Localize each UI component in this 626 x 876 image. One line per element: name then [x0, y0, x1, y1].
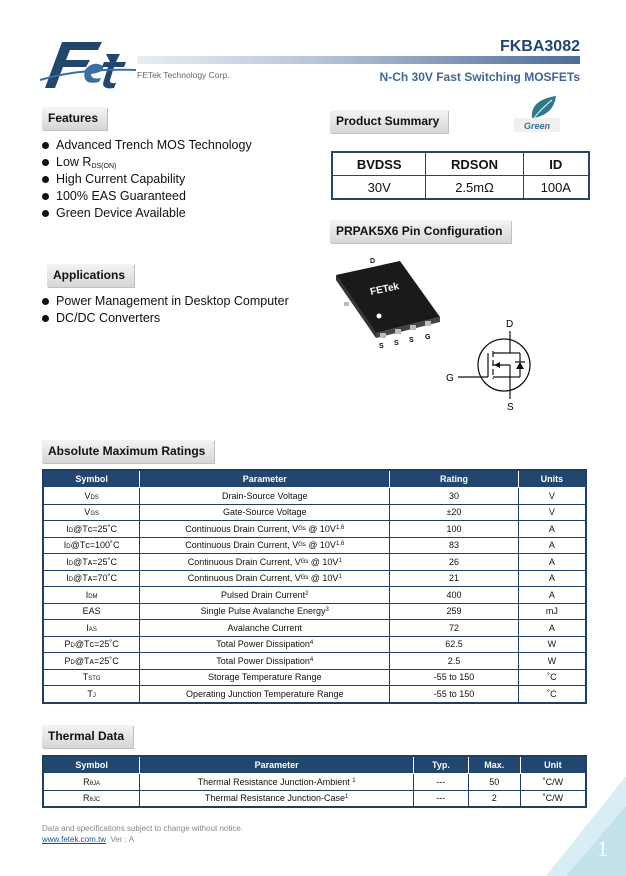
applications-heading: Applications: [47, 264, 134, 287]
pin-label: S: [394, 340, 399, 347]
footer: [42, 823, 243, 845]
unit-cell: A: [518, 570, 586, 587]
parameter-cell: Continuous Drain Current, Vᴳˢ @ $10V^{1,6}$: [140, 521, 390, 538]
table-row: [43, 774, 586, 791]
list-item: Low $R_{DS(ON)}$: [42, 154, 252, 171]
symbol-cell: PD@Tᴄ=25˚C: [43, 636, 140, 653]
features-heading: Features: [42, 107, 107, 130]
symbol-cell: RθJA: [43, 774, 140, 791]
table-header: Symbol: [43, 756, 140, 774]
package-drawing: [330, 255, 450, 355]
table-cell: 2.5mΩ: [426, 176, 523, 200]
unit-cell: A: [518, 554, 586, 571]
table-row: [43, 521, 586, 538]
table-cell: 30V: [332, 176, 426, 200]
table-header: Typ.: [414, 756, 469, 774]
max-cell: 2: [468, 790, 520, 807]
rating-cell: 259: [390, 603, 518, 620]
parameter-cell: Avalanche Current: [140, 620, 390, 637]
fetek-logo: [40, 40, 136, 92]
symbol-cell: ID@Tᴄ=25˚C: [43, 521, 140, 538]
thermal-heading: Thermal Data: [42, 725, 133, 748]
rating-cell: ±20: [390, 504, 518, 521]
table-row: [43, 686, 586, 703]
source-label: S: [507, 402, 514, 413]
table-row: [43, 587, 586, 604]
symbol-cell: VDS: [43, 488, 140, 505]
applications-list: [42, 293, 289, 327]
table-row: [43, 653, 586, 670]
parameter-cell: Total Power Dissipation$^4$: [140, 653, 390, 670]
unit-cell: ˚C/W: [520, 774, 586, 791]
parameter-cell: Gate-Source Voltage: [140, 504, 390, 521]
table-row: [43, 603, 586, 620]
rating-cell: -55 to 150: [390, 669, 518, 686]
rating-cell: 62.5: [390, 636, 518, 653]
table-header: Parameter: [140, 470, 390, 488]
typ-cell: ---: [414, 790, 469, 807]
parameter-cell: Continuous Drain Current, Vᴳˢ @ $10V^1$: [140, 554, 390, 571]
table-header: Max.: [468, 756, 520, 774]
table-header: ID: [523, 152, 589, 176]
table-cell: 100A: [523, 176, 589, 200]
table-row: [43, 537, 586, 554]
rating-cell: 30: [390, 488, 518, 505]
list-item: High Current Capability: [42, 171, 252, 188]
table-row: [43, 790, 586, 807]
abs-max-heading: Absolute Maximum Ratings: [42, 440, 214, 463]
product-subtitle: N-Ch 30V Fast Switching MOSFETs: [379, 70, 580, 84]
rating-cell: 83: [390, 537, 518, 554]
table-row: [43, 570, 586, 587]
drain-label: D: [506, 319, 514, 330]
list-item: Power Management in Desktop Computer: [42, 293, 289, 310]
unit-cell: V: [518, 504, 586, 521]
package-brand: FETek: [369, 281, 401, 298]
unit-cell: A: [518, 620, 586, 637]
rating-cell: -55 to 150: [390, 686, 518, 703]
symbol-cell: IDM: [43, 587, 140, 604]
unit-cell: A: [518, 537, 586, 554]
symbol-cell: IAS: [43, 620, 140, 637]
list-item: Advanced Trench MOS Technology: [42, 137, 252, 154]
pin-label: S: [379, 343, 384, 350]
list-item: DC/DC Converters: [42, 310, 289, 327]
abs-max-table: [42, 469, 587, 704]
parameter-cell: Continuous Drain Current, Vᴳˢ @ $10V^1$: [140, 570, 390, 587]
symbol-cell: ID@Tᴀ=25˚C: [43, 554, 140, 571]
features-list: [42, 137, 252, 222]
table-row: [43, 620, 586, 637]
symbol-cell: PD@Tᴀ=25˚C: [43, 653, 140, 670]
unit-cell: W: [518, 636, 586, 653]
pin-config-heading: PRPAK5X6 Pin Configuration: [330, 220, 511, 243]
table-header: BVDSS: [332, 152, 426, 176]
symbol-cell: RθJC: [43, 790, 140, 807]
table-header: RDSON: [426, 152, 523, 176]
rating-cell: 21: [390, 570, 518, 587]
table-row: [43, 636, 586, 653]
pin-label: S: [409, 337, 414, 344]
unit-cell: W: [518, 653, 586, 670]
list-item: Green Device Available: [42, 205, 252, 222]
list-item: 100% EAS Guaranteed: [42, 188, 252, 205]
part-number: FKBA3082: [499, 38, 580, 55]
parameter-cell: Thermal Resistance Junction-Ambient $^1$: [140, 774, 414, 791]
table-header: Rating: [390, 470, 518, 488]
thermal-table: [42, 755, 587, 808]
unit-cell: V: [518, 488, 586, 505]
symbol-cell: TJ: [43, 686, 140, 703]
version-label: Ver : A: [110, 835, 135, 844]
table-row: [43, 669, 586, 686]
table-row: [43, 554, 586, 571]
table-row: [43, 504, 586, 521]
table-header: Unit: [520, 756, 586, 774]
unit-cell: ˚C: [518, 686, 586, 703]
max-cell: 50: [468, 774, 520, 791]
parameter-cell: Pulsed Drain Current$^2$: [140, 587, 390, 604]
parameter-cell: Thermal Resistance Junction-Case$^1$: [140, 790, 414, 807]
footer-note: Data and specifications subject to change without notice.: [42, 824, 244, 833]
unit-cell: A: [518, 521, 586, 538]
pin-top-label: D: [370, 258, 376, 265]
unit-cell: mJ: [518, 603, 586, 620]
table-header: Parameter: [140, 756, 414, 774]
unit-cell: A: [518, 587, 586, 604]
product-summary-heading: Product Summary: [330, 110, 448, 133]
parameter-cell: Total Power Dissipation$^4$: [140, 636, 390, 653]
parameter-cell: Operating Junction Temperature Range: [140, 686, 390, 703]
table-row: [43, 488, 586, 505]
unit-cell: ˚C/W: [520, 790, 586, 807]
symbol-cell: VGS: [43, 504, 140, 521]
symbol-cell: TSTG: [43, 669, 140, 686]
company-name: FETek Technology Corp.: [137, 70, 230, 80]
table-header: Units: [518, 470, 586, 488]
symbol-cell: EAS: [43, 603, 140, 620]
rating-cell: 400: [390, 587, 518, 604]
rating-cell: 100: [390, 521, 518, 538]
pin-label: G: [425, 334, 431, 341]
page-number: 1: [597, 836, 608, 861]
parameter-cell: Single Pulse Avalanche Energy$^3$: [140, 603, 390, 620]
rating-cell: 72: [390, 620, 518, 637]
rating-cell: 2.5: [390, 653, 518, 670]
parameter-cell: Storage Temperature Range: [140, 669, 390, 686]
symbol-cell: ID@Tᴄ=100˚C: [43, 537, 140, 554]
parameter-cell: Continuous Drain Current, Vᴳˢ @ $10V^{1,6}$: [140, 537, 390, 554]
mosfet-symbol: [440, 315, 540, 415]
typ-cell: ---: [414, 774, 469, 791]
header-bar: [137, 56, 580, 64]
website-link[interactable]: www.fetek.com.tw: [42, 835, 107, 844]
product-summary-table: [331, 151, 590, 200]
rating-cell: 26: [390, 554, 518, 571]
green-label: Green: [523, 121, 550, 131]
parameter-cell: Drain-Source Voltage: [140, 488, 390, 505]
gate-label: G: [446, 373, 454, 384]
unit-cell: ˚C: [518, 669, 586, 686]
corner-decoration: [546, 776, 626, 876]
table-header: Symbol: [43, 470, 140, 488]
symbol-cell: ID@Tᴀ=70˚C: [43, 570, 140, 587]
